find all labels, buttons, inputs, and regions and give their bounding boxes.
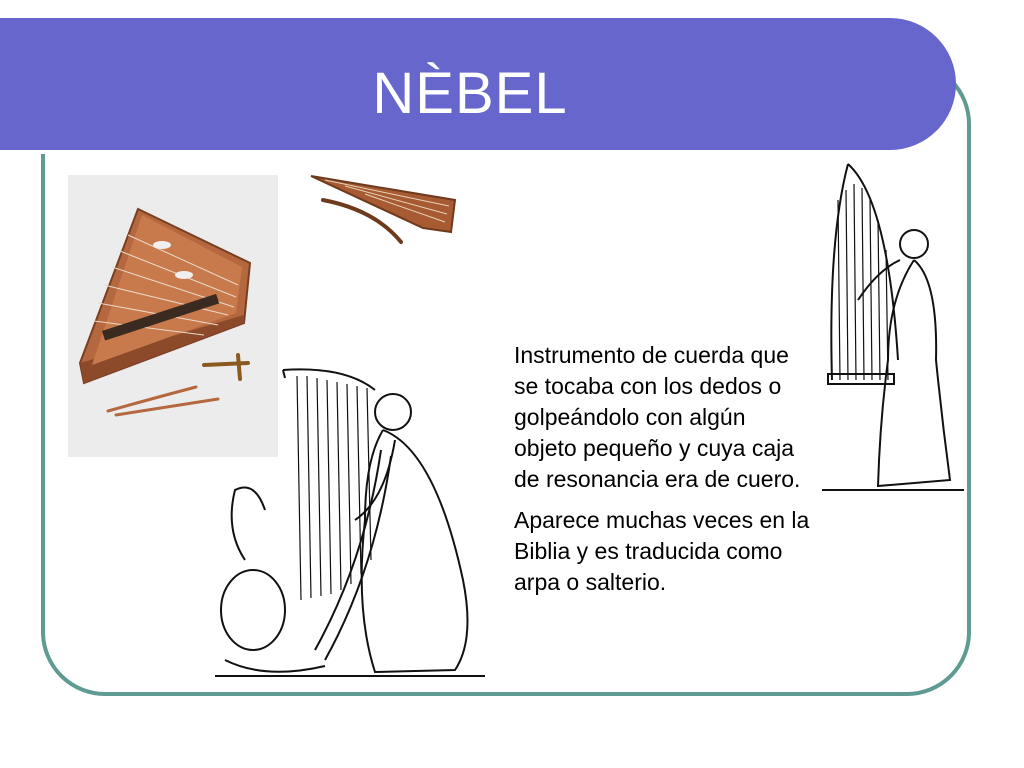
body-text <box>514 340 814 608</box>
psaltery-photo <box>305 170 465 255</box>
title-underline <box>0 150 904 154</box>
paragraph-2: Aparece muchas veces en la Biblia y es traducida como arpa o salterio. <box>514 507 810 595</box>
title-bar <box>0 18 956 150</box>
paragraph-1: Instrumento de cuerda que se tocaba con los dedos o golpeándolo con algún objeto pequeño y cuya caja de resonancia era de cuero. <box>514 342 801 492</box>
psaltery-drawing <box>305 170 465 255</box>
slide-title: NÈBEL <box>372 61 568 126</box>
egyptian-harpist-svg <box>205 360 495 685</box>
assyrian-harpist-drawing <box>818 160 968 496</box>
assyrian-harpist-svg <box>818 160 968 496</box>
egyptian-harpist-drawing <box>205 360 495 685</box>
